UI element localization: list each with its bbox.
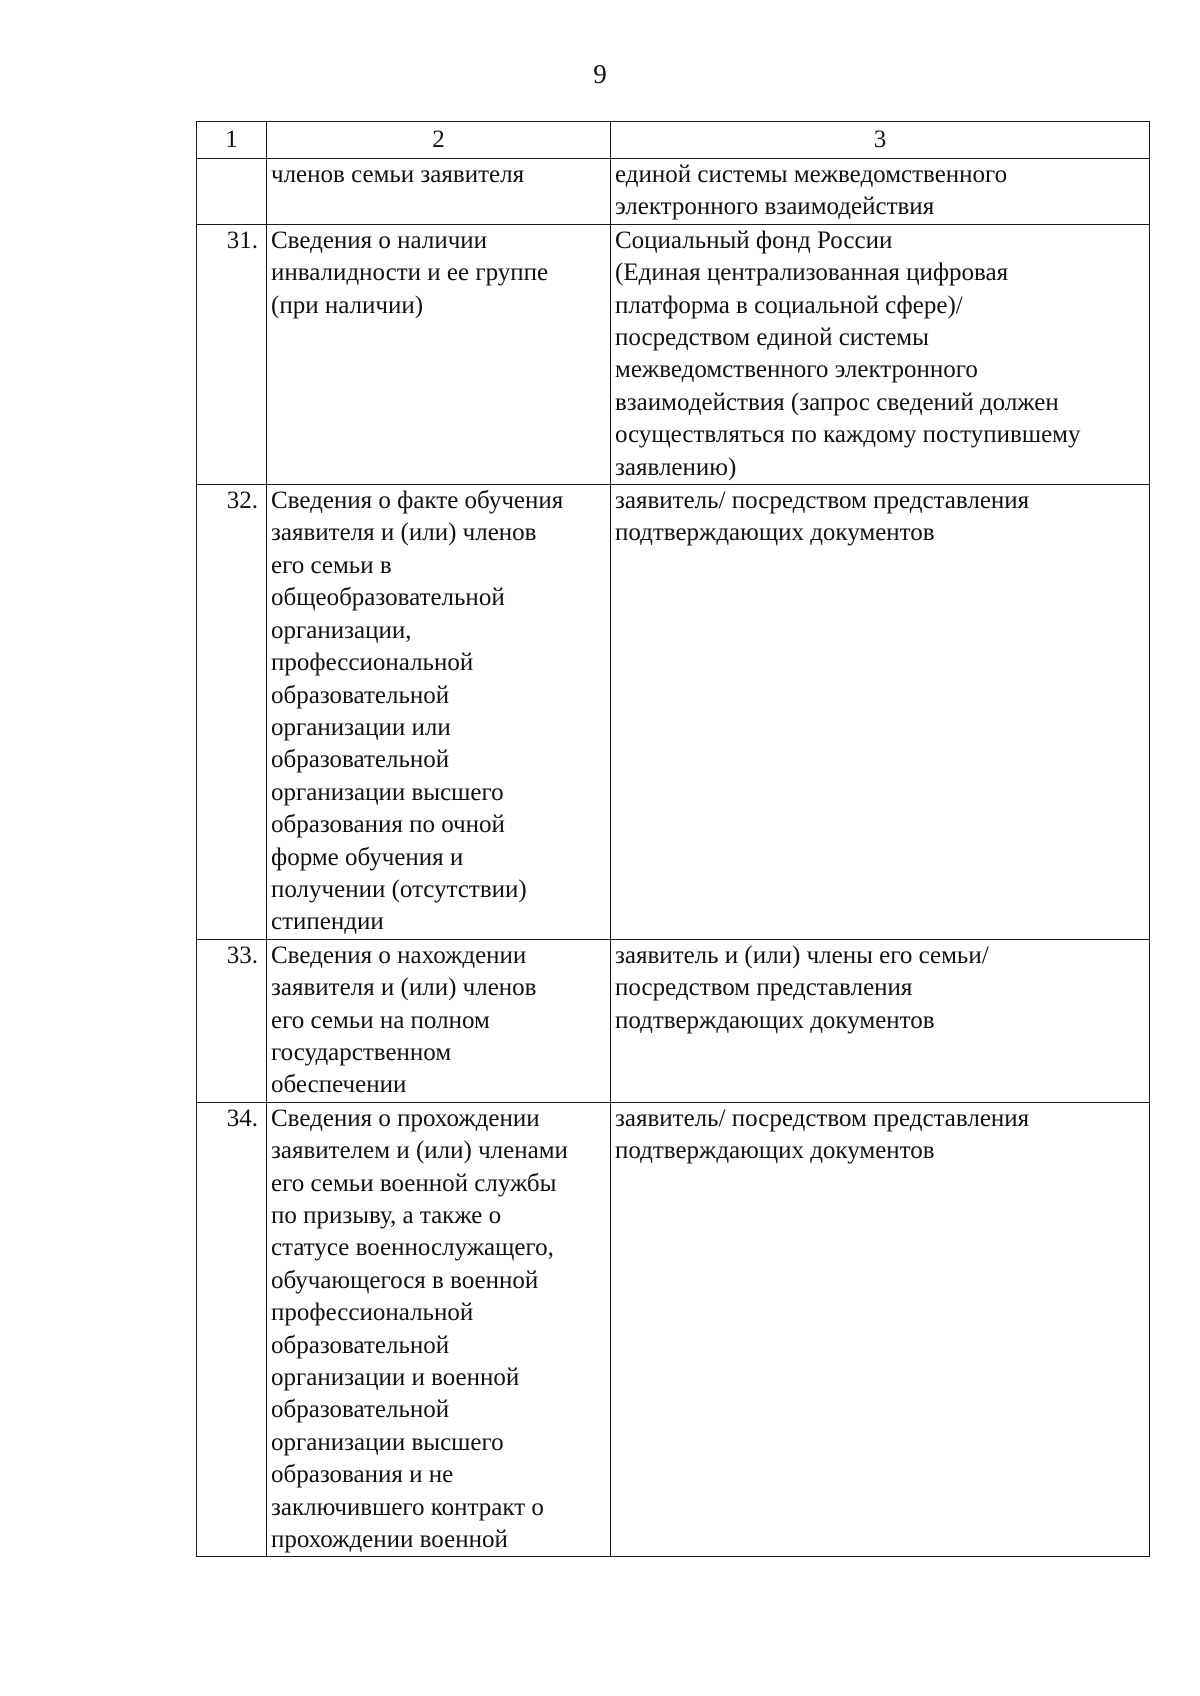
header-cell-1: 1 <box>197 122 267 159</box>
cell-text-line: статусе военнослужащего, <box>271 1234 554 1262</box>
info-description-cell <box>267 1102 611 1557</box>
cell-text-line: Сведения о нахождении <box>271 941 527 969</box>
cell-text-line: форме обучения и <box>271 843 464 871</box>
table-row <box>197 1102 1150 1557</box>
cell-text-line: заявителя и (или) членов <box>271 974 537 1002</box>
cell-text-line: Социальный фонд России <box>615 226 893 254</box>
cell-text-line: образовательной <box>271 1331 450 1359</box>
row-number-cell: 31. <box>197 224 267 484</box>
cell-text-line: осуществляться по каждому поступившему <box>615 421 1081 449</box>
cell-text-line: обеспечении <box>271 1071 407 1099</box>
row-number-cell <box>197 159 267 225</box>
cell-text-line: обучающегося в военной <box>271 1266 539 1294</box>
info-source-cell <box>611 1102 1150 1557</box>
info-description-cell <box>267 224 611 484</box>
cell-text-line: профессиональной <box>271 1299 474 1327</box>
header-cell-2: 2 <box>267 122 611 159</box>
cell-text-line: посредством единой системы <box>615 324 929 352</box>
info-source-cell <box>611 159 1150 225</box>
cell-text-line: подтверждающих документов <box>615 1137 935 1165</box>
cell-text-line: подтверждающих документов <box>615 1006 935 1034</box>
cell-text-line: стипендии <box>271 908 384 936</box>
cell-text-line: образования и не <box>271 1461 454 1489</box>
table-header-row <box>197 122 1150 159</box>
header-cell-3: 3 <box>611 122 1150 159</box>
cell-text-line: общеобразовательной <box>271 584 505 612</box>
cell-text-line: (при наличии) <box>271 291 424 319</box>
cell-text-line: организации или <box>271 713 451 741</box>
cell-text-line: электронного взаимодействия <box>615 193 935 221</box>
table-row <box>197 224 1150 484</box>
cell-text-line: его семьи военной службы <box>271 1169 557 1197</box>
info-description-cell <box>267 485 611 940</box>
cell-text-line: государственном <box>271 1038 452 1066</box>
row-number-cell: 33. <box>197 939 267 1102</box>
document-table <box>196 121 1150 1557</box>
cell-text-line: заявитель/ посредством представления <box>615 1104 1030 1132</box>
row-number-cell: 32. <box>197 485 267 940</box>
cell-text-line: образовательной <box>271 746 450 774</box>
table-row <box>197 485 1150 940</box>
cell-text-line: заявителем и (или) членами <box>271 1137 568 1165</box>
cell-text-line: заявитель/ посредством представления <box>615 487 1030 515</box>
cell-text-line: заключившего контракт о <box>271 1493 544 1521</box>
cell-text-line: заявитель и (или) члены его семьи/ <box>615 941 989 969</box>
row-number-cell: 34. <box>197 1102 267 1557</box>
table-row-continuation <box>197 159 1150 225</box>
cell-text-line: образования по очной <box>271 811 505 839</box>
info-source-cell <box>611 939 1150 1102</box>
cell-text-line: организации и военной <box>271 1364 520 1392</box>
cell-text-line: Сведения о прохождении <box>271 1104 540 1132</box>
cell-text-line: организации высшего <box>271 778 504 806</box>
cell-text-line: инвалидности и ее группе <box>271 259 549 287</box>
info-description-cell <box>267 159 611 225</box>
info-source-cell <box>611 224 1150 484</box>
cell-text-line: заявлению) <box>615 453 737 481</box>
cell-text-line: платформа в социальной сфере)/ <box>615 291 963 319</box>
cell-text-line: (Единая централизованная цифровая <box>615 259 1009 287</box>
cell-text-line: организации, <box>271 616 412 644</box>
page-number: 9 <box>593 59 607 89</box>
cell-text-line: прохождении военной <box>271 1526 508 1554</box>
cell-text-line: взаимодействия (запрос сведений должен <box>615 388 1059 416</box>
table-body <box>197 122 1150 1557</box>
cell-text-line: Сведения о факте обучения <box>271 487 564 515</box>
cell-text-line: образовательной <box>271 1396 450 1424</box>
cell-text-line: подтверждающих документов <box>615 519 935 547</box>
cell-text-line: членов семьи заявителя <box>271 161 525 188</box>
cell-text-line: организации высшего <box>271 1428 504 1456</box>
cell-text-line: по призыву, а также о <box>271 1202 502 1229</box>
cell-text-line: заявителя и (или) членов <box>271 519 537 547</box>
cell-text-line: профессиональной <box>271 649 474 677</box>
cell-text-line: получении (отсутствии) <box>271 875 527 903</box>
cell-text-line: посредством представления <box>615 974 913 1002</box>
info-source-cell <box>611 485 1150 940</box>
info-description-cell <box>267 939 611 1102</box>
cell-text-line: его семьи на полном <box>271 1006 490 1034</box>
cell-text-line: единой системы межведомственного <box>615 161 1008 188</box>
table-row <box>197 939 1150 1102</box>
cell-text-line: межведомственного электронного <box>615 356 978 384</box>
cell-text-line: Сведения о наличии <box>271 226 488 254</box>
cell-text-line: его семьи в <box>271 551 392 579</box>
cell-text-line: образовательной <box>271 681 450 709</box>
